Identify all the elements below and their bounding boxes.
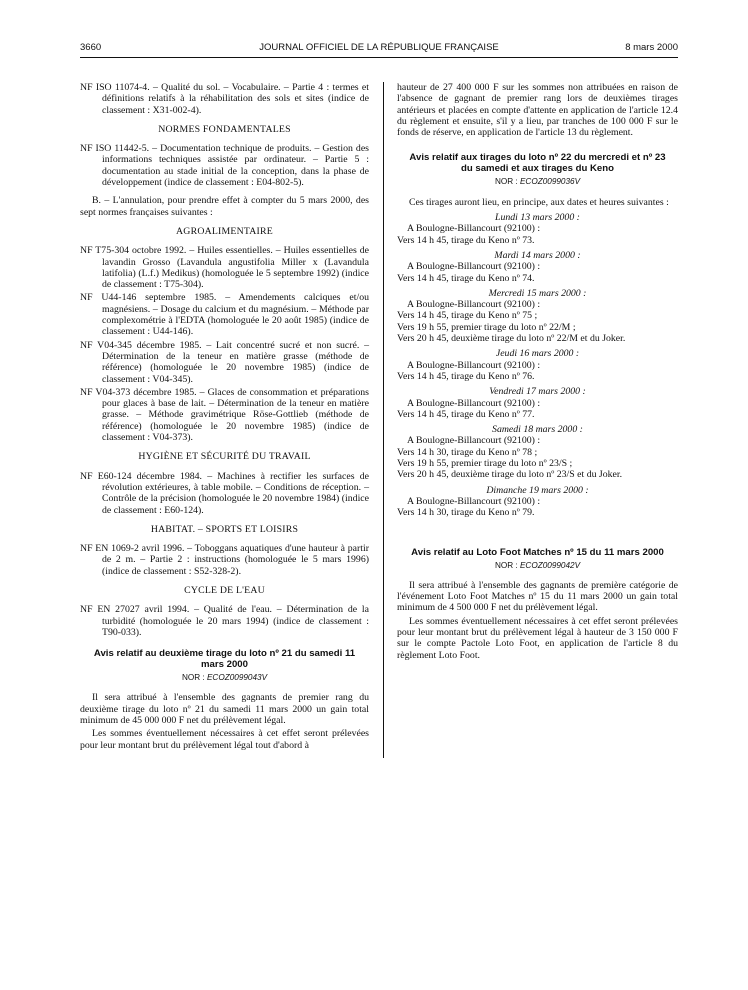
annulation-paragraph: B. – L'annulation, pour prendre effet à compter du 5 mars 2000, des sept normes françaises suivantes :: [80, 195, 369, 218]
avis-paragraph: Il sera attribué à l'ensemble des gagnants de première catégorie de l'événement Loto Foot Matches nº 15 du 11 mars 2000 un gain total minimum de 4 500 000 F net du prélèvement légal.: [397, 579, 678, 614]
left-column: [80, 82, 369, 753]
draw-line: Vers 14 h 45, tirage du Keno nº 76.: [397, 370, 535, 382]
nor-reference: [80, 672, 369, 683]
draw-day: Mardi 14 mars 2000 :: [494, 249, 581, 261]
standard-entry: NF U44-146 septembre 1985. – Amendements calciques et/ou magnésiens. – Dosage du calcium et du magnésium. – Méthode par complexométrie à l'EDTA (homologuée le 20 août 1985) (indice de classement : U44-146).: [80, 292, 369, 338]
draw-day: Samedi 18 mars 2000 :: [492, 424, 583, 436]
draw-location: A Boulogne-Billancourt (92100) :: [407, 223, 541, 235]
nor-reference: [397, 176, 678, 187]
standard-entry: NF ISO 11074-4. – Qualité du sol. – Vocabulaire. – Partie 4 : termes et définitions relatifs à la réhabilitation des sols et sites (indice de classement : X31-002-4).: [80, 82, 369, 116]
draw-line: Vers 14 h 45, tirage du Keno nº 75 ;: [397, 310, 538, 322]
column-divider: [383, 82, 384, 758]
draw-line: Vers 19 h 55, premier tirage du loto nº 23/S ;: [397, 458, 573, 470]
draw-line: Vers 14 h 30, tirage du Keno nº 79.: [397, 507, 535, 519]
draw-line: Vers 20 h 45, deuxième tirage du loto nº 23/S et du Joker.: [397, 469, 623, 481]
avis-title: Avis relatif au Loto Foot Matches nº 15 du 11 mars 2000: [411, 546, 664, 558]
nor-label: NOR :: [494, 560, 518, 570]
draw-location: A Boulogne-Billancourt (92100) :: [407, 299, 541, 311]
avis-paragraph: Les sommes éventuellement nécessaires à cet effet seront prélevées pour leur montant brut du prélèvement légal à hauteur de 3 150 000 F sur le compte Pactole Loto Foot, en application de l'article 8 du règlement Loto Foot.: [397, 615, 678, 661]
draw-day: Lundi 13 mars 2000 :: [495, 212, 580, 224]
avis-intro: Ces tirages auront lieu, en principe, aux dates et heures suivantes :: [409, 196, 669, 208]
nor-code: ECOZ0099036V: [519, 177, 581, 187]
section-heading: AGROALIMENTAIRE: [176, 225, 273, 237]
nor-reference: [397, 560, 678, 571]
draw-line: Vers 19 h 55, premier tirage du loto nº 22/M ;: [397, 321, 576, 333]
section-heading: HABITAT. – SPORTS ET LOISIRS: [150, 523, 299, 535]
section-heading: HYGIÈNE ET SÉCURITÉ DU TRAVAIL: [138, 451, 311, 463]
draw-line: Vers 14 h 45, tirage du Keno nº 77.: [397, 408, 535, 420]
standard-entry: NF V04-345 décembre 1985. – Lait concentré sucré et non sucré. – Détermination de la teneur en matière grasse (méthode de référence) (homologuée le 20 novembre 1985) (indice de classement : V04-345).: [80, 339, 369, 385]
avis-paragraph: Les sommes éventuellement nécessaires à cet effet seront prélevées pour leur montant brut du prélèvement légal tout d'abord à: [80, 728, 369, 751]
draw-line: Vers 14 h 45, tirage du Keno nº 73.: [397, 234, 535, 246]
draw-line: Vers 14 h 30, tirage du Keno nº 78 ;: [397, 446, 538, 458]
page-header: [80, 42, 678, 56]
standard-entry: NF ISO 11442-5. – Documentation technique de produits. – Gestion des informations techniques assistée par ordinateur. – Partie 5 : documentation au stade initial de la conception, dans la phase de développement (indice de classement : E04-802-5).: [80, 143, 369, 189]
draw-day: Jeudi 16 mars 2000 :: [495, 348, 580, 360]
nor-label: NOR :: [181, 673, 205, 683]
nor-code: ECOZ0099043V: [206, 673, 268, 683]
right-column: [397, 82, 678, 663]
standard-entry: NF EN 1069-2 avril 1996. – Toboggans aquatiques d'une hauteur à partir de 2 m. – Partie 2 : instructions (homologuée le 5 mars 1996) (indice de classement : S52-328-2).: [80, 543, 369, 577]
standard-entry: NF T75-304 octobre 1992. – Huiles essentielles. – Huiles essentielles de lavandin Grosso (Lavandula angustifolia Miller x (Lavandula latifolia) (L.f.) Medikus) (homologuée le 5 septembre 1992) (indice de classement : T75-304).: [80, 245, 369, 291]
section-heading: NORMES FONDAMENTALES: [158, 123, 291, 135]
header-rule: [80, 57, 678, 58]
draw-day: Vendredi 17 mars 2000 :: [489, 386, 586, 398]
draw-line: Vers 14 h 45, tirage du Keno nº 74.: [397, 272, 535, 284]
draw-location: A Boulogne-Billancourt (92100) :: [407, 359, 541, 371]
draw-location: A Boulogne-Billancourt (92100) :: [407, 397, 541, 409]
page-number: 3660: [80, 42, 102, 53]
avis-title: Avis relatif aux tirages du loto nº 22 du mercredi et nº 23 du samedi et aux tirages du Keno: [409, 152, 666, 175]
continued-paragraph: hauteur de 27 400 000 F sur les sommes non attribuées en raison de l'absence de gagnant de premier rang lors de deuxièmes tirages antérieurs et placées en compte d'attente en application de l'article 12.4 du règlement et ensuite, s'il y a lieu, par tranches de 100 000 F sur le fonds de réserve, en application de l'article 13 du règlement.: [397, 82, 678, 139]
draw-location: A Boulogne-Billancourt (92100) :: [407, 495, 541, 507]
standard-entry: NF V04-373 décembre 1985. – Glaces de consommation et préparations pour glaces à base de lait. – Détermination de la teneur en matière grasse. – Méthode gravimétrique Röse-Gottlieb (méthode de référence) (homologuée le 20 novembre 1985) (indice de classement : V04-373).: [80, 386, 369, 444]
standard-entry: NF EN 27027 avril 1994. – Qualité de l'eau. – Détermination de la turbidité (homologuée le 20 mars 1994) (indice de classement : T90-033).: [80, 604, 369, 638]
draw-line: Vers 20 h 45, deuxième tirage du loto nº 22/M et du Joker.: [397, 333, 626, 345]
nor-label: NOR :: [494, 177, 518, 187]
draw-day: Mercredi 15 mars 2000 :: [488, 287, 587, 299]
avis-paragraph: Il sera attribué à l'ensemble des gagnants de premier rang du deuxième tirage du loto nº 21 du samedi 11 mars 2000 un gain total minimum de 45 000 000 F net du prélèvement légal.: [80, 692, 369, 727]
draw-location: A Boulogne-Billancourt (92100) :: [407, 261, 541, 273]
issue-date: 8 mars 2000: [625, 42, 678, 53]
nor-code: ECOZ0099042V: [519, 560, 581, 570]
draw-day: Dimanche 19 mars 2000 :: [486, 484, 589, 496]
standard-entry: NF E60-124 décembre 1984. – Machines à rectifier les surfaces de révolution extérieures, à table mobile. – Conditions de réception. – Contrôle de la précision (homologuée le 20 novembre 1984) (indice de classement : E60-124).: [80, 470, 369, 516]
journal-title: JOURNAL OFFICIEL DE LA RÉPUBLIQUE FRANÇAISE: [259, 42, 499, 53]
avis-title: Avis relatif au deuxième tirage du loto nº 21 du samedi 11 mars 2000: [93, 648, 356, 671]
section-heading: CYCLE DE L'EAU: [184, 584, 265, 596]
draw-location: A Boulogne-Billancourt (92100) :: [407, 435, 541, 447]
